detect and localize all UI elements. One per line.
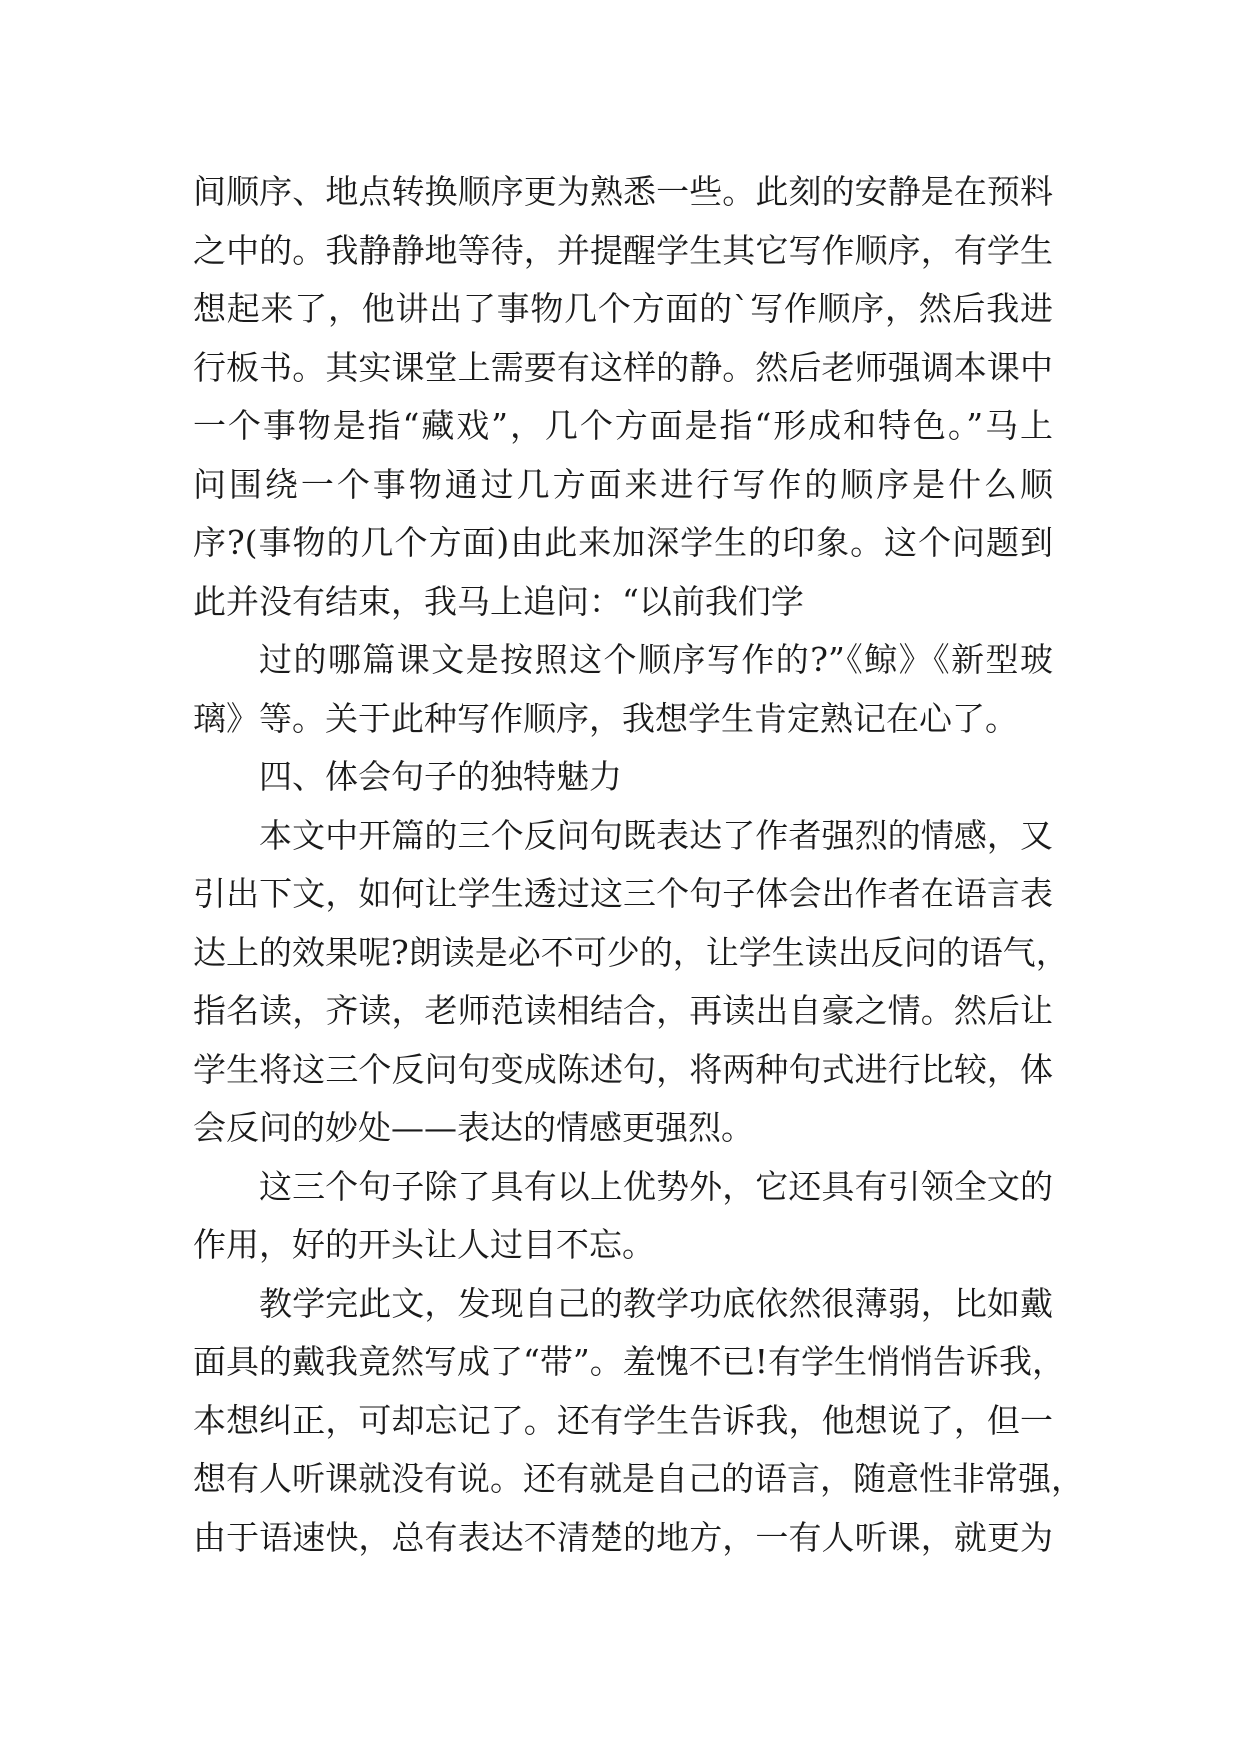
text-line: 指名读，齐读，老师范读相结合，再读出自豪之情。然后让 [193, 991, 1053, 1030]
text-line: 过的哪篇课文是按照这个顺序写作的?”《鲸》《新型玻 [259, 640, 1053, 679]
text-line: 之中的。我静静地等待，并提醒学生其它写作顺序，有学生 [193, 230, 1053, 270]
text-line: 此并没有结束，我马上追问：“以前我们学 [193, 581, 804, 621]
text-line: 四、体会句子的独特魅力 [259, 757, 622, 796]
text-line: 教学完此文，发现自己的教学功底依然很薄弱，比如戴 [259, 1283, 1053, 1323]
text-line: 由于语速快，总有表达不清楚的地方，一有人听课，就更为 [193, 1517, 1053, 1557]
text-line: 面具的戴我竟然写成了“带”。羞愧不已!有学生悄悄告诉我， [193, 1342, 1066, 1381]
text-line: 学生将这三个反问句变成陈述句，将两种句式进行比较，体 [193, 1049, 1053, 1089]
text-line: 会反问的妙处——表达的情感更强烈。 [193, 1108, 754, 1147]
text-line: 本文中开篇的三个反问句既表达了作者强烈的情感，又 [259, 815, 1053, 855]
document-body [193, 163, 1084, 1567]
text-line: 想有人听课就没有说。还有就是自己的语言，随意性非常强， [193, 1459, 1084, 1498]
text-line: 璃》等。关于此种写作顺序，我想学生肯定熟记在心了。 [193, 698, 1018, 738]
text-line: 想起来了，他讲出了事物几个方面的`写作顺序，然后我进 [193, 289, 1053, 328]
text-line: 本想纠正，可却忘记了。还有学生告诉我，他想说了，但一 [193, 1400, 1053, 1440]
text-line: 行板书。其实课堂上需要有这样的静。然后老师强调本课中 [193, 347, 1053, 387]
text-line: 一个事物是指“藏戏”，几个方面是指“形成和特色。”马上 [193, 406, 1053, 445]
text-line: 序?(事物的几个方面)由此来加深学生的印象。这个问题到 [193, 523, 1053, 562]
text-line: 这三个句子除了具有以上优势外，它还具有引领全文的 [259, 1166, 1053, 1206]
text-line: 达上的效果呢?朗读是必不可少的，让学生读出反问的语气， [193, 932, 1069, 972]
text-line: 作用，好的开头让人过目不忘。 [193, 1225, 655, 1264]
text-line: 问围绕一个事物通过几方面来进行写作的顺序是什么顺 [193, 464, 1053, 504]
text-line: 间顺序、地点转换顺序更为熟悉一些。此刻的安静是在预料 [193, 172, 1053, 211]
text-line: 引出下文，如何让学生透过这三个句子体会出作者在语言表 [193, 874, 1053, 913]
